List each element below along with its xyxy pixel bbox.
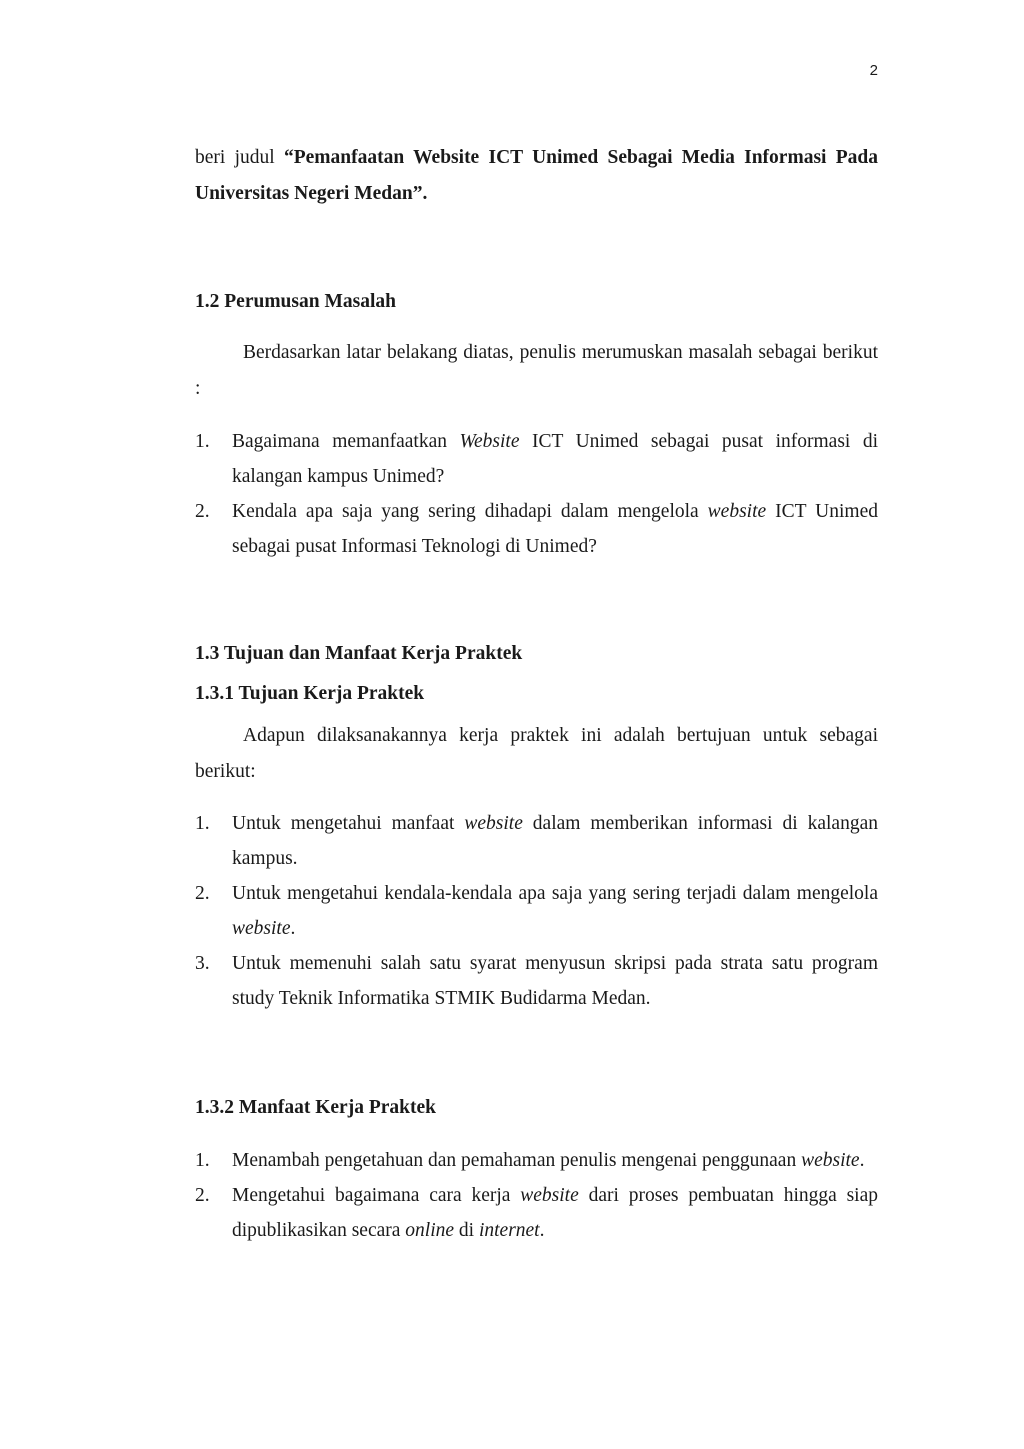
list-text: Kendala apa saja yang sering dihadapi dalam mengelola [232,501,708,522]
heading-1-3: 1.3 Tujuan dan Manfaat Kerja Praktek [195,643,523,664]
list-1-3-1 [195,806,878,1016]
list-emphasis: Website [459,431,520,452]
list-text: Untuk mengetahui manfaat [232,813,465,834]
list-emphasis: website [801,1150,860,1171]
list-text: Bagaimana memanfaatkan [232,431,460,452]
list-text: di [454,1220,479,1241]
list-item [195,1143,878,1178]
list-number: 1. [195,1150,210,1171]
list-text: Menambah pengetahuan dan pemahaman penulis mengenai penggunaan [232,1150,802,1171]
list-item [195,806,878,876]
list-text: dalam memberikan informasi di kalangan kampus. [232,813,878,869]
paragraph-1-2: Berdasarkan latar belakang diatas, penulis merumuskan masalah sebagai berikut : [195,342,878,399]
list-item [195,494,878,564]
heading-1-3-1: 1.3.1 Tujuan Kerja Praktek [195,683,425,704]
list-text: dari proses pembuatan hingga siap dipublikasikan secara [232,1185,878,1241]
paragraph-1-3-1: Adapun dilaksanakannya kerja praktek ini adalah bertujuan untuk sebagai berikut: [195,725,878,782]
page-number: 2 [869,62,878,79]
list-number: 2. [195,1185,210,1206]
list-number: 1. [195,431,210,452]
heading-1-2: 1.2 Perumusan Masalah [195,291,396,312]
list-text: ICT Unimed sebagai pusat Informasi Teknologi di Unimed? [232,501,878,557]
list-text: . [539,1220,545,1241]
intro-paragraph [195,140,878,212]
report-title: “Pemanfaatan Website ICT Unimed Sebagai Media Informasi Pada Universitas Negeri Medan”. [195,147,878,204]
list-1-2 [195,424,878,564]
list-text: Untuk memenuhi salah satu syarat menyusun skripsi pada strata satu program study Teknik Informatika STMIK Budidarma Medan. [232,953,878,1009]
list-number: 2. [195,883,210,904]
list-number: 1. [195,813,210,834]
list-item [195,1178,878,1248]
list-text: . [290,918,296,939]
list-text: ICT Unimed sebagai pusat informasi di kalangan kampus Unimed? [232,431,879,487]
list-item [195,424,878,494]
list-item [195,876,878,946]
list-text: Untuk mengetahui kendala-kendala apa saja yang sering terjadi dalam mengelola [232,883,878,904]
list-item [195,946,878,1016]
list-emphasis: website [464,813,523,834]
list-emphasis: website [232,918,291,939]
list-emphasis: online [405,1220,455,1241]
list-number: 2. [195,501,210,522]
heading-1-3-2: 1.3.2 Manfaat Kerja Praktek [195,1097,436,1118]
list-text: Mengetahui bagaimana cara kerja [232,1185,521,1206]
list-text: . [859,1150,865,1171]
list-1-3-2 [195,1143,878,1248]
list-number: 3. [195,953,210,974]
list-emphasis: website [707,501,767,522]
list-emphasis: internet [478,1220,540,1241]
list-emphasis: website [520,1185,579,1206]
intro-lead: beri judul [195,147,284,168]
